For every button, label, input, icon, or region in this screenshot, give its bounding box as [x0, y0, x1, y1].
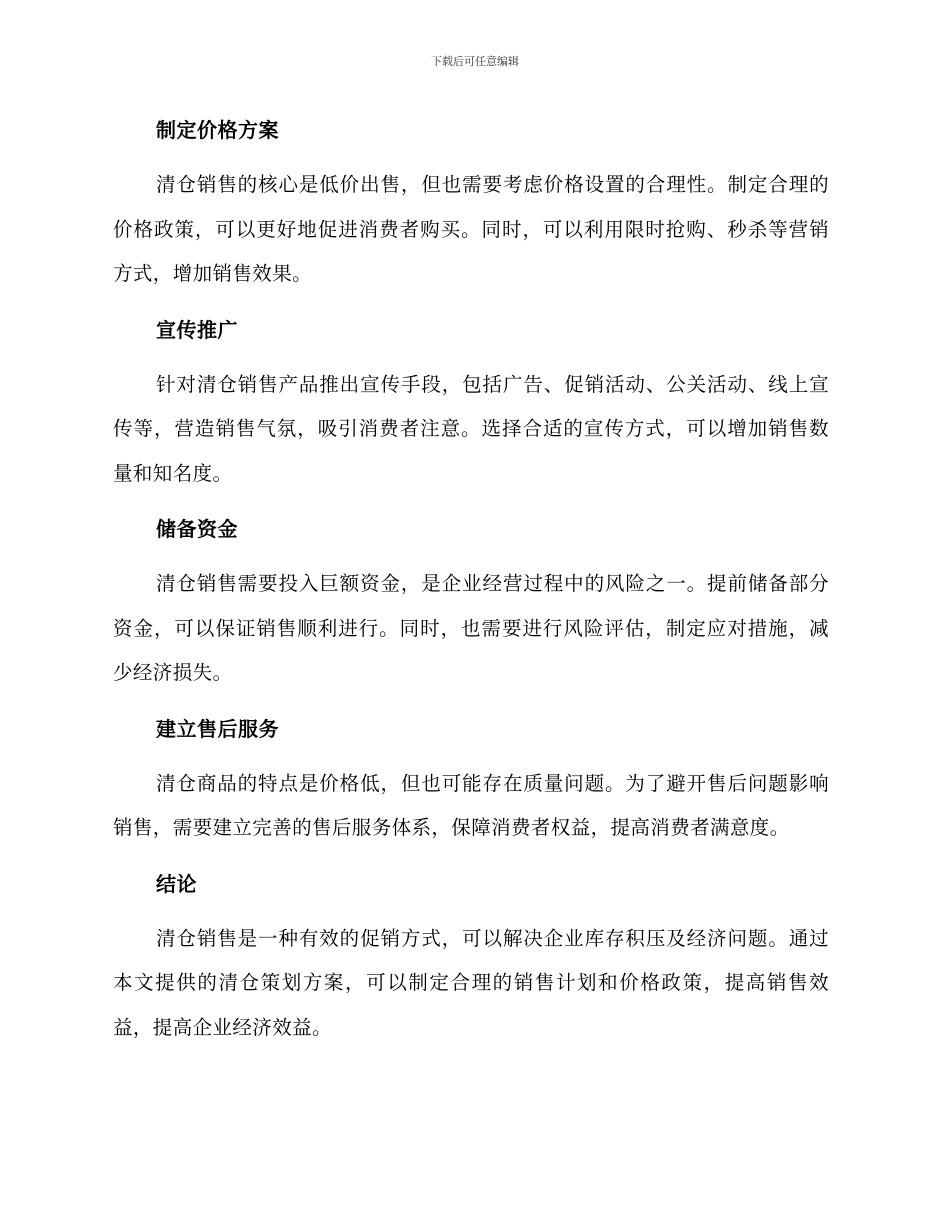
header-note: 下载后可任意编辑: [431, 55, 519, 68]
section-after-sales: [113, 711, 829, 851]
section-heading: 制定价格方案: [156, 118, 279, 142]
section-heading: 宣传推广: [156, 317, 238, 342]
section-heading: 储备资金: [156, 517, 238, 541]
section-paragraph: 清仓商品的特点是价格低，但也可能存在质量问题。为了避开售后问题影响销售，需要建立完善的售后服务体系，保障消费者权益，提高消费者满意度。: [113, 771, 829, 839]
section-funds: [113, 511, 829, 696]
section-paragraph: 清仓销售的核心是低价出售，但也需要考虑价格设置的合理性。制定合理的价格政策，可以更好地促进消费者购买。同时，可以利用限时抢购、秒杀等营销方式，增加销售效果。: [113, 173, 829, 285]
section-heading: 结论: [156, 871, 197, 896]
document-content: [113, 112, 829, 1050]
section-paragraph: 清仓销售是一种有效的促销方式，可以解决企业库存积压及经济问题。通过本文提供的清仓策划方案，可以制定合理的销售计划和价格政策，提高销售效益，提高企业经济效益。: [113, 926, 829, 1039]
section-heading: 建立售后服务: [156, 716, 279, 741]
section-paragraph: 针对清仓销售产品推出宣传手段，包括广告、促销活动、公关活动、线上宣传等，营造销售气氛，吸引消费者注意。选择合适的宣传方式，可以增加销售数量和知名度。: [113, 372, 829, 485]
section-paragraph: 清仓销售需要投入巨额资金，是企业经营过程中的风险之一。提前储备部分资金，可以保证销售顺利进行。同时，也需要进行风险评估，制定应对措施，减少经济损失。: [113, 572, 829, 684]
section-pricing: [113, 112, 829, 297]
section-conclusion: [113, 866, 829, 1051]
section-promotion: [113, 312, 829, 497]
